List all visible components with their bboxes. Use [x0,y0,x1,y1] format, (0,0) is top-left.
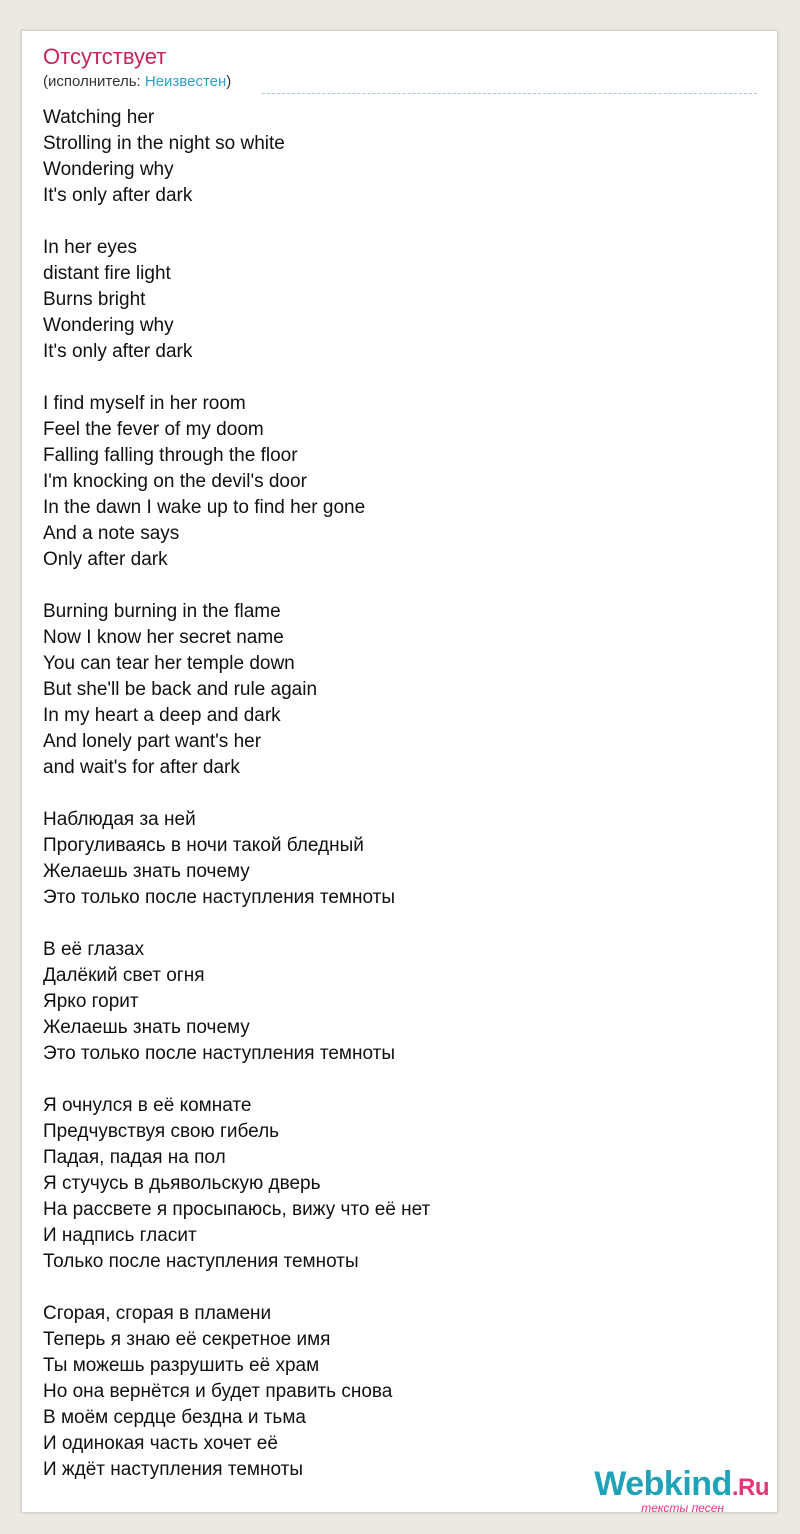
stanza-gap [43,365,430,391]
lyric-line: В её глазах [43,939,145,960]
lyric-line: I'm knocking on the devil's door [43,471,307,492]
lyric-line: Но она вернётся и будет править снова [43,1381,393,1402]
lyric-line: Прогуливаясь в ночи такой бледный [43,835,364,856]
lyric-line: На рассвете я просыпаюсь, вижу что её нет [43,1199,431,1220]
lyric-line: I find myself in her room [43,393,246,414]
lyric-line: In her eyes [43,237,137,258]
lyric-line: Falling falling through the floor [43,445,298,466]
stanza-gap [43,1275,430,1301]
lyric-line: Наблюдая за ней [43,809,196,830]
stanza-gap [43,781,430,807]
lyric-line: Я стучусь в дьявольскую дверь [43,1173,321,1194]
stanza-gap [43,1067,430,1093]
lyric-line: Strolling in the night so white [43,133,285,154]
logo-tld: .Ru [731,1474,769,1501]
lyric-line: Желаешь знать почему [43,861,250,882]
lyric-line: But she'll be back and rule again [43,679,318,700]
song-title: Отсутствует [43,44,167,69]
artist-suffix: ) [226,73,232,90]
lyric-line: Это только после наступления темноты [43,887,395,908]
lyric-line: Burning burning in the flame [43,601,281,622]
lyric-line: Only after dark [43,549,168,570]
lyric-line: Wondering why [43,315,174,336]
lyric-line: Предчувствуя свою гибель [43,1121,280,1142]
artist-line [43,73,231,91]
lyric-line: И надпись гласит [43,1225,197,1246]
lyric-line: It's only after dark [43,185,193,206]
lyric-line: Желаешь знать почему [43,1017,250,1038]
lyric-line: It's only after dark [43,341,193,362]
lyric-line: and wait's for after dark [43,757,240,778]
lyric-line: Ярко горит [43,991,139,1012]
lyric-line: Watching her [43,107,155,128]
lyric-line: Теперь я знаю её секретное имя [43,1329,331,1350]
lyrics-card [21,30,778,1513]
lyric-line: И ждёт наступления темноты [43,1459,303,1480]
lyric-line: Это только после наступления темноты [43,1043,395,1064]
stanza-gap [43,911,430,937]
lyric-line: And lonely part want's her [43,731,262,752]
lyric-line: And a note says [43,523,180,544]
lyric-line: distant fire light [43,263,171,284]
header-divider [262,93,757,94]
lyrics-text [43,105,430,1483]
artist-prefix: (исполнитель: [43,73,145,90]
lyric-line: В моём сердце бездна и тьма [43,1407,306,1428]
artist-link[interactable]: Неизвестен [144,73,227,90]
stanza-gap [43,209,430,235]
lyric-line: In the dawn I wake up to find her gone [43,497,366,518]
lyric-line: Только после наступления темноты [43,1251,359,1272]
lyric-line: Ты можешь разрушить её храм [43,1355,320,1376]
lyric-line: Далёкий свет огня [43,965,205,986]
logo-brand-name: Webkind [594,1465,732,1503]
logo-tagline: тексты песен [641,1501,724,1515]
lyric-line: Feel the fever of my doom [43,419,264,440]
lyric-line: Wondering why [43,159,174,180]
lyric-line: Падая, падая на пол [43,1147,226,1168]
lyric-line: Сгорая, сгорая в пламени [43,1303,272,1324]
lyric-line: И одинокая часть хочет её [43,1433,278,1454]
lyric-line: You can tear her temple down [43,653,295,674]
webkind-logo[interactable] [569,1464,769,1514]
stanza-gap [43,573,430,599]
lyric-line: Я очнулся в её комнате [43,1095,252,1116]
lyric-line: In my heart a deep and dark [43,705,281,726]
lyric-line: Burns bright [43,289,146,310]
lyric-line: Now I know her secret name [43,627,284,648]
